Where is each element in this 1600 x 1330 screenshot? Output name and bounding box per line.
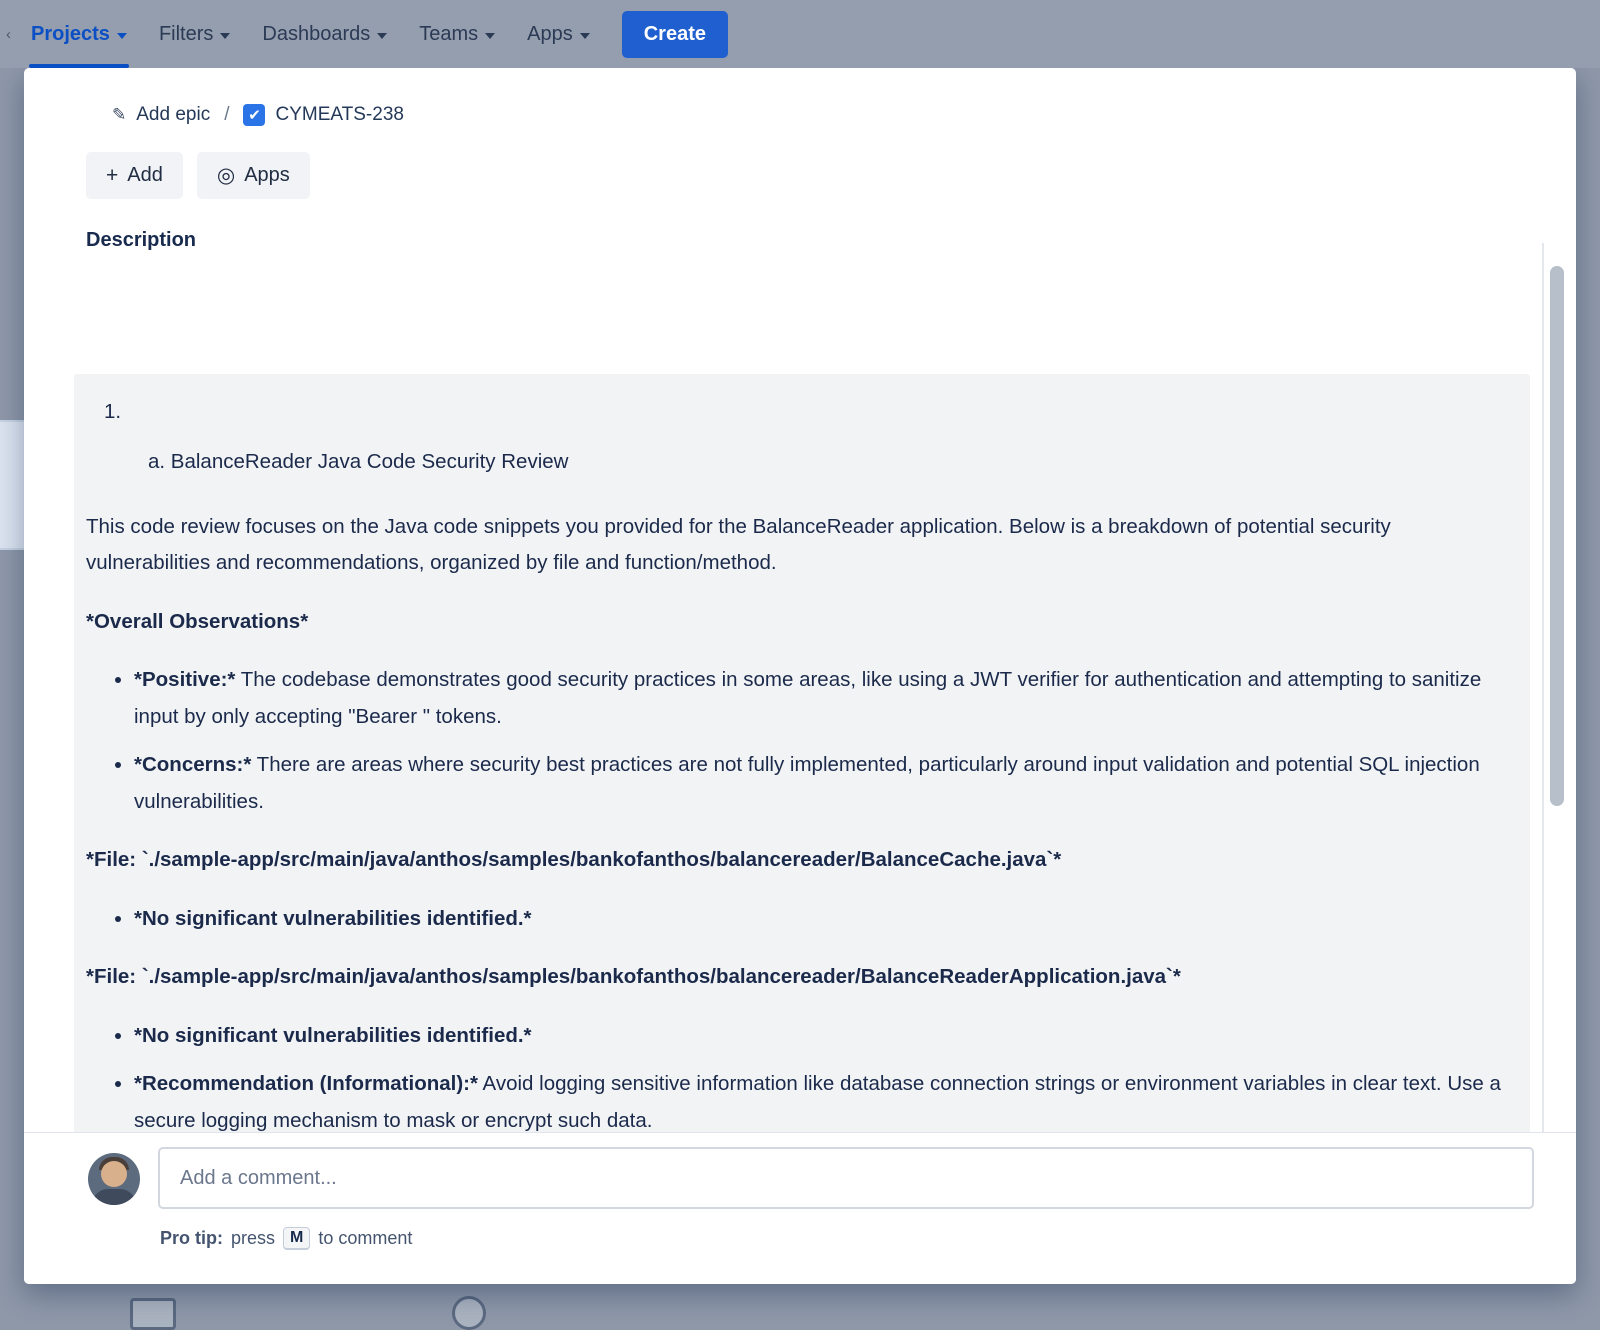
overall-observations-heading: *Overall Observations* — [86, 609, 309, 633]
content-divider — [1542, 243, 1544, 1218]
list-item — [134, 662, 1502, 735]
chevron-down-icon — [117, 33, 127, 39]
nav-item-teams-label: Teams — [419, 22, 479, 45]
description-list-subitem: a. BalanceReader Java Code Security Review — [148, 450, 569, 474]
nav-item-dashboards-label: Dashboards — [262, 22, 371, 45]
list-item — [134, 1018, 1502, 1054]
nav-item-projects[interactable] — [15, 0, 143, 68]
description-scroll-area[interactable] — [74, 374, 1530, 1212]
nav-item-apps-label: Apps — [527, 22, 573, 45]
description-list-number: 1. — [104, 400, 122, 423]
modal-scrollbar-thumb[interactable] — [1550, 266, 1564, 806]
file-heading-balancereaderapplication: *File: `./sample-app/src/main/java/anthos/samples/bankofanthos/balancereader/BalanceReaderApplication.java`* — [86, 965, 1181, 989]
chevron-down-icon — [580, 33, 590, 39]
issue-detail-modal — [24, 68, 1576, 1284]
pencil-icon[interactable]: ✎ — [112, 105, 127, 124]
description-content — [74, 374, 1530, 1212]
background-bottom-box — [130, 1298, 176, 1330]
nav-back-caret-icon[interactable]: ‹ — [6, 25, 11, 43]
pro-tip-before: press — [231, 1228, 276, 1248]
comment-input[interactable] — [158, 1147, 1534, 1209]
nav-item-dashboards[interactable] — [246, 0, 403, 68]
apps-button[interactable] — [197, 152, 310, 199]
apps-button-label: Apps — [244, 164, 290, 186]
item-label: *No significant vulnerabilities identified.* — [134, 1023, 532, 1047]
add-button-label: Add — [127, 164, 163, 186]
nav-item-filters-label: Filters — [158, 22, 214, 45]
pro-tip-label: Pro tip: — [160, 1228, 223, 1248]
add-epic-link[interactable]: Add epic — [136, 104, 211, 125]
issue-key-link[interactable]: CYMEATS-238 — [275, 104, 404, 125]
item-label: *Recommendation (Informational):* — [134, 1072, 478, 1096]
background-bottom-circle — [452, 1296, 486, 1330]
avatar-body — [92, 1189, 136, 1205]
nav-item-filters[interactable] — [143, 0, 246, 68]
item-label: *Concerns:* — [134, 753, 252, 777]
chevron-down-icon — [220, 33, 230, 39]
nav-item-teams[interactable] — [403, 0, 511, 68]
chevron-down-icon — [377, 33, 387, 39]
top-navigation-bar — [0, 0, 1600, 68]
item-text: The codebase demonstrates good security practices in some areas, like using a JWT verifier for authentication and attempting to sanitize input by only accepting "Bearer " tokens. — [134, 668, 1482, 728]
chevron-down-icon — [485, 33, 495, 39]
avatar — [88, 1153, 140, 1205]
file-findings-balancereaderapplication — [86, 1018, 1502, 1139]
description-intro-paragraph: This code review focuses on the Java code snippets you provided for the BalanceReader application. Below is a breakdown of potential security vulnerabilities and recommendations, organized by file and function/method. — [86, 514, 1391, 575]
plus-icon: + — [106, 164, 119, 187]
pro-tip-after: to comment — [318, 1228, 413, 1248]
file-findings-balancecache — [86, 901, 1502, 937]
item-text: Avoid logging sensitive information like database connection strings or environment variables in clear text. Use a secure logging mechanism to mask or encrypt such data. — [134, 1072, 1501, 1132]
add-button[interactable] — [86, 152, 183, 199]
item-label: *Positive:* — [134, 668, 236, 692]
breadcrumb-separator: / — [224, 104, 230, 125]
issue-action-buttons — [24, 126, 1576, 199]
list-item — [134, 747, 1502, 820]
comment-bar — [24, 1132, 1576, 1284]
create-button[interactable]: Create — [622, 11, 728, 58]
list-item — [134, 901, 1502, 937]
item-text: There are areas where security best practices are not fully implemented, particularly around input validation and potential SQL injection vulnerabilities. — [134, 753, 1480, 813]
nav-item-projects-label: Projects — [31, 22, 110, 45]
list-item — [134, 1066, 1502, 1139]
overall-observations-list — [86, 662, 1502, 820]
apps-icon: ◎ — [216, 164, 236, 187]
nav-item-apps[interactable] — [511, 0, 606, 68]
breadcrumb — [24, 68, 1576, 126]
avatar-face — [101, 1161, 127, 1187]
background-bottom-strip — [0, 1282, 1600, 1330]
pro-tip-key: M — [283, 1227, 310, 1250]
comment-pro-tip — [160, 1227, 412, 1250]
description-heading: Description — [86, 229, 197, 251]
task-type-icon: ✔ — [243, 104, 265, 126]
item-label: *No significant vulnerabilities identified.* — [134, 906, 532, 930]
file-heading-balancecache: *File: `./sample-app/src/main/java/anthos/samples/bankofanthos/balancereader/BalanceCache.java`* — [86, 848, 1062, 872]
